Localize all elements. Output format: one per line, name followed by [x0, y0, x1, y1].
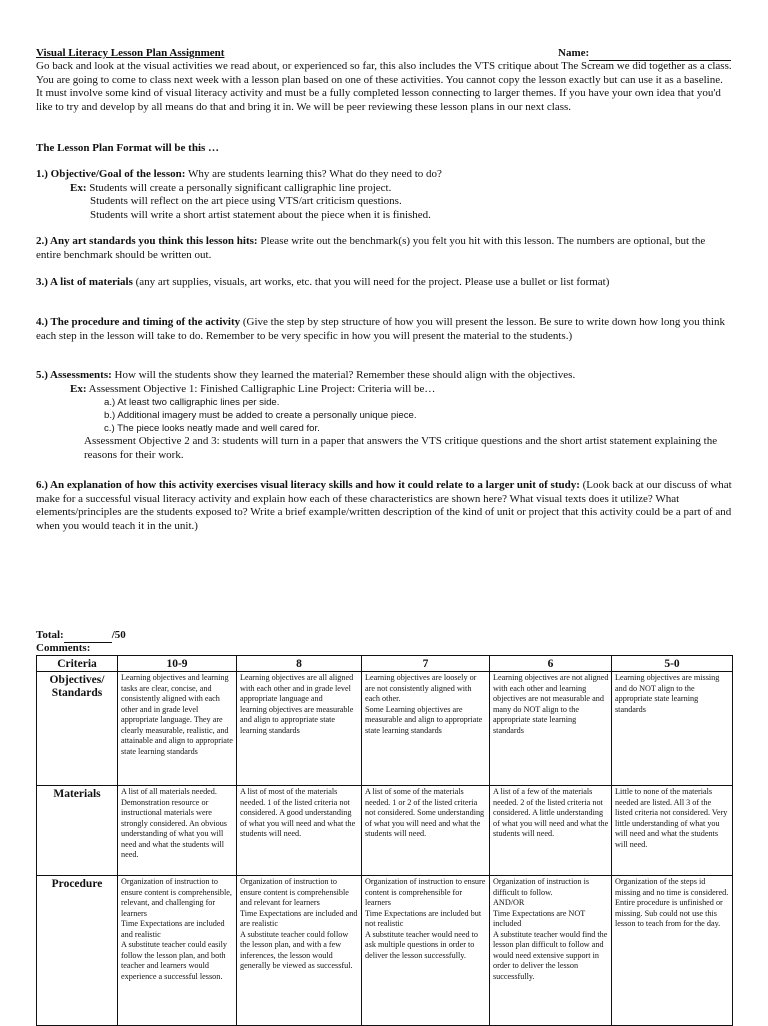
- rubric-header-cell: 5-0: [612, 656, 733, 672]
- format-heading: The Lesson Plan Format will be this …: [36, 142, 220, 154]
- rubric-row-materials: [37, 786, 733, 876]
- section-heading: 1.) Objective/Goal of the lesson:: [36, 168, 186, 180]
- rubric-header-cell: Criteria: [37, 656, 118, 672]
- name-label: Name:: [558, 47, 590, 59]
- section-heading: 6.) An explanation of how this activity exercises visual literacy skills and how it could relate to a larger unit of study:: [36, 479, 580, 491]
- criteria-list-item: b.) Additional imagery must be added to create a personally unique piece.: [104, 410, 417, 422]
- total-score: [36, 629, 126, 643]
- section-assessments: [36, 369, 732, 462]
- total-label: Total:: [36, 629, 64, 641]
- rubric-row-procedure: [37, 876, 733, 1026]
- rubric-cell: Organization of instruction to ensure content is comprehensible for learners Time Expectations are included but not realistic A substitute teacher would need to ask multiple questions in order to deliver the lesson successfully.: [362, 876, 490, 1026]
- example-label: Ex:: [70, 382, 87, 395]
- example-label: Ex:: [70, 181, 87, 194]
- document-header: [36, 47, 736, 61]
- example-line: Students will write a short artist statement about the piece when it is finished.: [90, 208, 431, 221]
- rubric-header-row: [37, 656, 733, 672]
- section-heading: 4.) The procedure and timing of the activity: [36, 316, 241, 328]
- rubric-cell: A list of a few of the materials needed. 2 of the listed criteria not considered. A little understanding of what you will need and what the students will need.: [490, 786, 612, 876]
- rubric-cell: A list of all materials needed. Demonstration resource or instructional materials were strongly considered. An obvious understanding of what you will need and what the students will need.: [118, 786, 237, 876]
- criteria-cell: Materials: [37, 786, 118, 876]
- rubric-cell: Learning objectives and learning tasks are clear, concise, and consistently aligned with each other and in grade level appropriate language. They are clearly measurable, realistic, and attainable and align to appropriate state learning standards: [118, 672, 237, 786]
- section-explanation: [36, 479, 732, 533]
- criteria-list-item: c.) The piece looks neatly made and well cared for.: [104, 423, 320, 435]
- example-line: Students will create a personally significant calligraphic line project.: [89, 181, 392, 194]
- section-text: How will the students show they learned the material? Remember these should align with the objectives.: [111, 369, 576, 381]
- criteria-cell: Procedure: [37, 876, 118, 1026]
- rubric-cell: Learning objectives are all aligned with each other and in grade level appropriate language and learning objectives are measurable and align to appropriate state learning standards: [237, 672, 362, 786]
- criteria-list-item: a.) At least two calligraphic lines per side.: [104, 397, 280, 409]
- total-suffix: /50: [111, 629, 126, 641]
- rubric-cell: A list of most of the materials needed. 1 of the listed criteria not considered. A good understanding of what you will need and what the students will need.: [237, 786, 362, 876]
- section-text: Please write out the benchmark(s) you felt you hit with this lesson. The numbers are optional, but the entire benchmark should be written out.: [36, 235, 706, 261]
- section-text: Why are students learning this? What do they need to do?: [185, 168, 442, 180]
- rubric-cell: Learning objectives are loosely or are not consistently aligned with each other. Some Learning objectives are measurable and align to appropriate state learning standards: [362, 672, 490, 786]
- section-procedure: [36, 316, 732, 343]
- rubric-table: [36, 655, 733, 1026]
- assignment-title: Visual Literacy Lesson Plan Assignment: [36, 47, 225, 59]
- rubric-cell: Organization of instruction is difficult to follow. AND/OR Time Expectations are NOT included A substitute teacher would find the lesson plan difficult to follow and would need extensive support in order to deliver the lesson successfully.: [490, 876, 612, 1026]
- example-text: Assessment Objective 1: Finished Calligraphic Line Project: Criteria will be…: [86, 382, 436, 395]
- name-blank-line: [589, 49, 731, 61]
- rubric-cell: A list of some of the materials needed. 1 or 2 of the listed criteria not considered. Some understanding of what you will need and what the students will need.: [362, 786, 490, 876]
- rubric-header-cell: 7: [362, 656, 490, 672]
- section-text: (any art supplies, visuals, art works, etc. that you will need for the project. Please use a bullet or list format): [132, 276, 610, 288]
- section-standards: [36, 235, 732, 262]
- section-objective: [36, 168, 732, 222]
- rubric-cell: Organization of instruction to ensure content is comprehensible, relevant, and challenging for learners Time Expectations are included and realistic A substitute teacher could easily follow the lesson plan, and both teacher and learners would experience a successful lesson.: [118, 876, 237, 1026]
- section-heading: 2.) Any art standards you think this lesson hits:: [36, 235, 258, 247]
- rubric-header-cell: 10-9: [118, 656, 237, 672]
- rubric-header-cell: 8: [237, 656, 362, 672]
- intro-paragraph: Go back and look at the visual activities we read about, or experienced so far, this also includes the VTS critique about The Scream we did together as a class. You are going to come to class next week with a lesson plan based on one of these activities. You cannot copy the lesson exactly but can use it as a baseline. It must involve some kind of visual literacy activity and must be a fully completed lesson connecting to larger themes. If you have your own idea that you'd like to try and develop by all means do that and bring it in. We will be peer reviewing these lesson plans in our next class.: [36, 60, 732, 113]
- comments-label: Comments:: [36, 642, 91, 654]
- rubric-header-cell: 6: [490, 656, 612, 672]
- rubric-cell: Learning objectives are missing and do NOT align to the appropriate state learning standards: [612, 672, 733, 786]
- rubric-cell: Organization of the steps id missing and no time is considered. Entire procedure is unfinished or missing. Sub could not use this lesson to teach from for the day.: [612, 876, 733, 1026]
- rubric-cell: Organization of instruction to ensure content is comprehensible and relevant for learners Time Expectations are included and are realistic A substitute teacher could follow the lesson plan, and with a few inferences, the lesson would generally be viewed as successful.: [237, 876, 362, 1026]
- name-field: [558, 47, 731, 61]
- section-materials: [36, 276, 732, 290]
- rubric-cell: Learning objectives are not aligned with each other and learning objectives are not measurable and many do NOT align to the appropriate state learning standards: [490, 672, 612, 786]
- rubric-row-objectives: [37, 672, 733, 786]
- rubric-cell: Little to none of the materials needed are listed. All 3 of the listed criteria not considered. Very little understanding of what you will need and what the students will need.: [612, 786, 733, 876]
- section-text: (Look back at our discuss of what make for a successful visual literacy activity and explain how each of these characteristics are shown here? What visual texts does it utilize? What elements/principles are the students exposed to? Write a brief example/written description of the kind of unit or project that this activity could be a part of and when you would teach it in the unit.): [36, 479, 732, 532]
- section-heading: 3.) A list of materials: [36, 276, 133, 288]
- section-text: (Give the step by step structure of how you will present the lesson. Be sure to write down how long you think each step in the lesson will take to do. Remember to be very specific in how you will present the material to the students.): [36, 316, 725, 342]
- example-line: Students will reflect on the art piece using VTS/art criticism questions.: [90, 195, 402, 208]
- total-blank-line: [64, 631, 112, 643]
- criteria-cell: Objectives/ Standards: [37, 672, 118, 786]
- section-heading: 5.) Assessments:: [36, 369, 112, 381]
- assessment-objective-2-3: Assessment Objective 2 and 3: students will turn in a paper that answers the VTS critique questions and the short artist statement explaining the reasons for their work.: [84, 435, 718, 461]
